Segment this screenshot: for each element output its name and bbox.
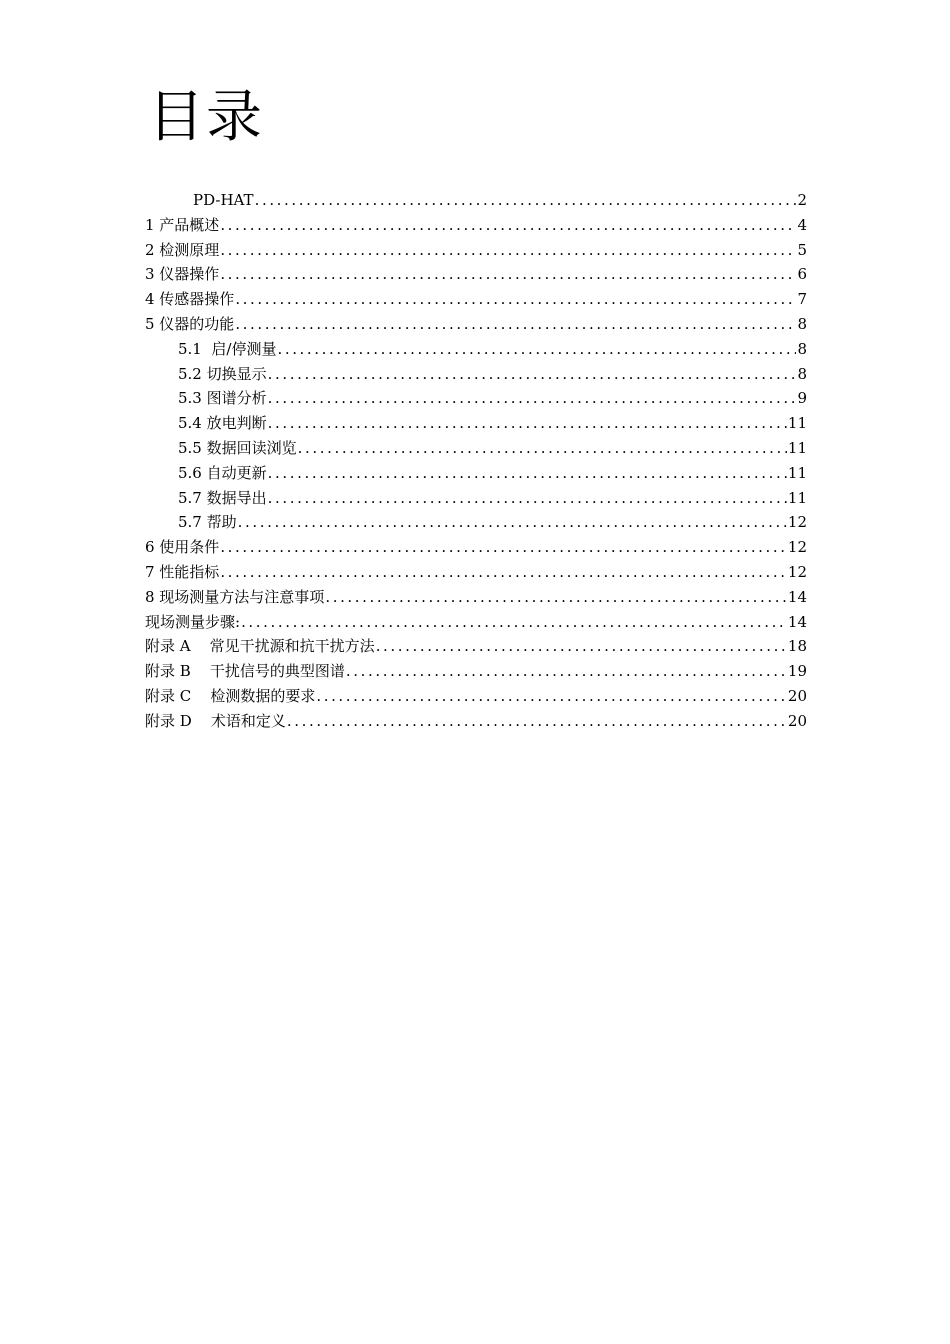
toc-entry-page-number: 8 xyxy=(797,364,807,383)
toc-entry[interactable] xyxy=(145,461,807,486)
toc-dot-leader xyxy=(268,386,797,411)
toc-entry-label: 5.7 数据导出 xyxy=(178,488,267,507)
toc-entry[interactable] xyxy=(145,337,807,362)
toc-dot-leader xyxy=(235,312,796,337)
toc-entry-page-number: 12 xyxy=(787,538,807,557)
toc-entry-page-number: 19 xyxy=(787,662,807,681)
toc-entry-page-number: 11 xyxy=(787,463,807,482)
toc-title: 目录 xyxy=(148,85,264,150)
toc-entry-label: 5.7 帮助 xyxy=(178,513,237,532)
toc-dot-leader xyxy=(220,213,796,238)
toc-entry[interactable] xyxy=(145,362,807,387)
toc-entry[interactable] xyxy=(145,634,807,659)
toc-entry-page-number: 11 xyxy=(787,414,807,433)
toc-entry-label: 5.3 图谱分析 xyxy=(178,389,267,408)
toc-entry[interactable] xyxy=(145,312,807,337)
toc-dot-leader xyxy=(298,436,787,461)
toc-entry-label: 附录 B 干扰信号的典型图谱 xyxy=(145,662,345,681)
toc-entry-page-number: 2 xyxy=(797,191,807,209)
toc-dot-leader xyxy=(241,610,787,635)
toc-entry-label: 7 性能指标 xyxy=(145,562,220,581)
toc-entry-page-number: 20 xyxy=(787,686,807,705)
toc-entry-page-number: 6 xyxy=(797,265,807,284)
toc-entry-page-number: 8 xyxy=(797,339,807,358)
toc-entry[interactable] xyxy=(145,486,807,511)
toc-dot-leader xyxy=(220,535,787,560)
toc-entry-label: 5.4 放电判断 xyxy=(178,414,267,433)
toc-entry-page-number: 11 xyxy=(787,438,807,457)
toc-entry-label: 附录 D 术语和定义 xyxy=(145,711,286,730)
toc-entry-page-number: 5 xyxy=(797,240,807,259)
toc-entry[interactable] xyxy=(145,411,807,436)
toc-entry[interactable] xyxy=(145,709,807,734)
toc-dot-leader xyxy=(316,684,787,709)
toc-dot-leader xyxy=(255,188,797,213)
toc-entry-label: 5 仪器的功能 xyxy=(145,314,235,333)
toc-entry-page-number: 12 xyxy=(787,562,807,581)
toc-entry-page-number: 4 xyxy=(797,215,807,234)
toc-entry[interactable] xyxy=(145,585,807,610)
toc-entry[interactable] xyxy=(145,684,807,709)
toc-entry-page-number: 8 xyxy=(797,314,807,333)
toc-entry-label: PD-HAT xyxy=(193,191,254,209)
toc-list xyxy=(145,188,807,734)
toc-entry-label: 4 传感器操作 xyxy=(145,290,235,309)
toc-entry[interactable] xyxy=(145,238,807,263)
toc-entry[interactable] xyxy=(145,386,807,411)
toc-dot-leader xyxy=(238,510,787,535)
toc-entry-page-number: 11 xyxy=(787,488,807,507)
toc-dot-leader xyxy=(268,461,787,486)
toc-entry-label: 附录 A 常见干扰源和抗干扰方法 xyxy=(145,637,375,656)
toc-entry-label: 5.6 自动更新 xyxy=(178,463,267,482)
toc-entry[interactable] xyxy=(145,535,807,560)
toc-entry-label: 现场测量步骤: xyxy=(145,612,241,631)
toc-entry[interactable] xyxy=(145,436,807,461)
toc-entry-label: 5.2 切换显示 xyxy=(178,364,267,383)
toc-dot-leader xyxy=(220,560,787,585)
toc-entry-label: 5.5 数据回读浏览 xyxy=(178,438,297,457)
toc-entry-page-number: 14 xyxy=(787,587,807,606)
toc-entry-page-number: 14 xyxy=(787,612,807,631)
toc-entry[interactable] xyxy=(145,287,807,312)
toc-entry-page-number: 7 xyxy=(797,290,807,309)
toc-entry-page-number: 12 xyxy=(787,513,807,532)
toc-entry-page-number: 18 xyxy=(787,637,807,656)
toc-entry-label: 3 仪器操作 xyxy=(145,265,220,284)
toc-dot-leader xyxy=(268,362,797,387)
toc-dot-leader xyxy=(220,238,796,263)
toc-dot-leader xyxy=(268,486,787,511)
toc-entry[interactable] xyxy=(145,560,807,585)
toc-entry[interactable] xyxy=(145,213,807,238)
toc-entry-label: 8 现场测量方法与注意事项 xyxy=(145,587,325,606)
toc-entry-page-number: 9 xyxy=(797,389,807,408)
toc-entry-page-number: 20 xyxy=(787,711,807,730)
toc-entry-label: 1 产品概述 xyxy=(145,215,220,234)
toc-dot-leader xyxy=(325,585,787,610)
toc-entry-label: 5.1 启/停测量 xyxy=(178,339,277,358)
toc-entry-label: 6 使用条件 xyxy=(145,538,220,557)
toc-dot-leader xyxy=(268,411,787,436)
toc-entry[interactable] xyxy=(145,262,807,287)
toc-dot-leader xyxy=(346,659,787,684)
toc-entry[interactable] xyxy=(145,659,807,684)
toc-entry[interactable] xyxy=(145,510,807,535)
toc-dot-leader xyxy=(277,337,796,362)
toc-dot-leader xyxy=(287,709,787,734)
toc-dot-leader xyxy=(235,287,796,312)
toc-entry-label: 2 检测原理 xyxy=(145,240,220,259)
toc-entry-label: 附录 C 检测数据的要求 xyxy=(145,686,316,705)
toc-dot-leader xyxy=(220,262,796,287)
toc-dot-leader xyxy=(376,634,787,659)
toc-entry[interactable] xyxy=(145,188,807,213)
toc-entry[interactable] xyxy=(145,610,807,635)
